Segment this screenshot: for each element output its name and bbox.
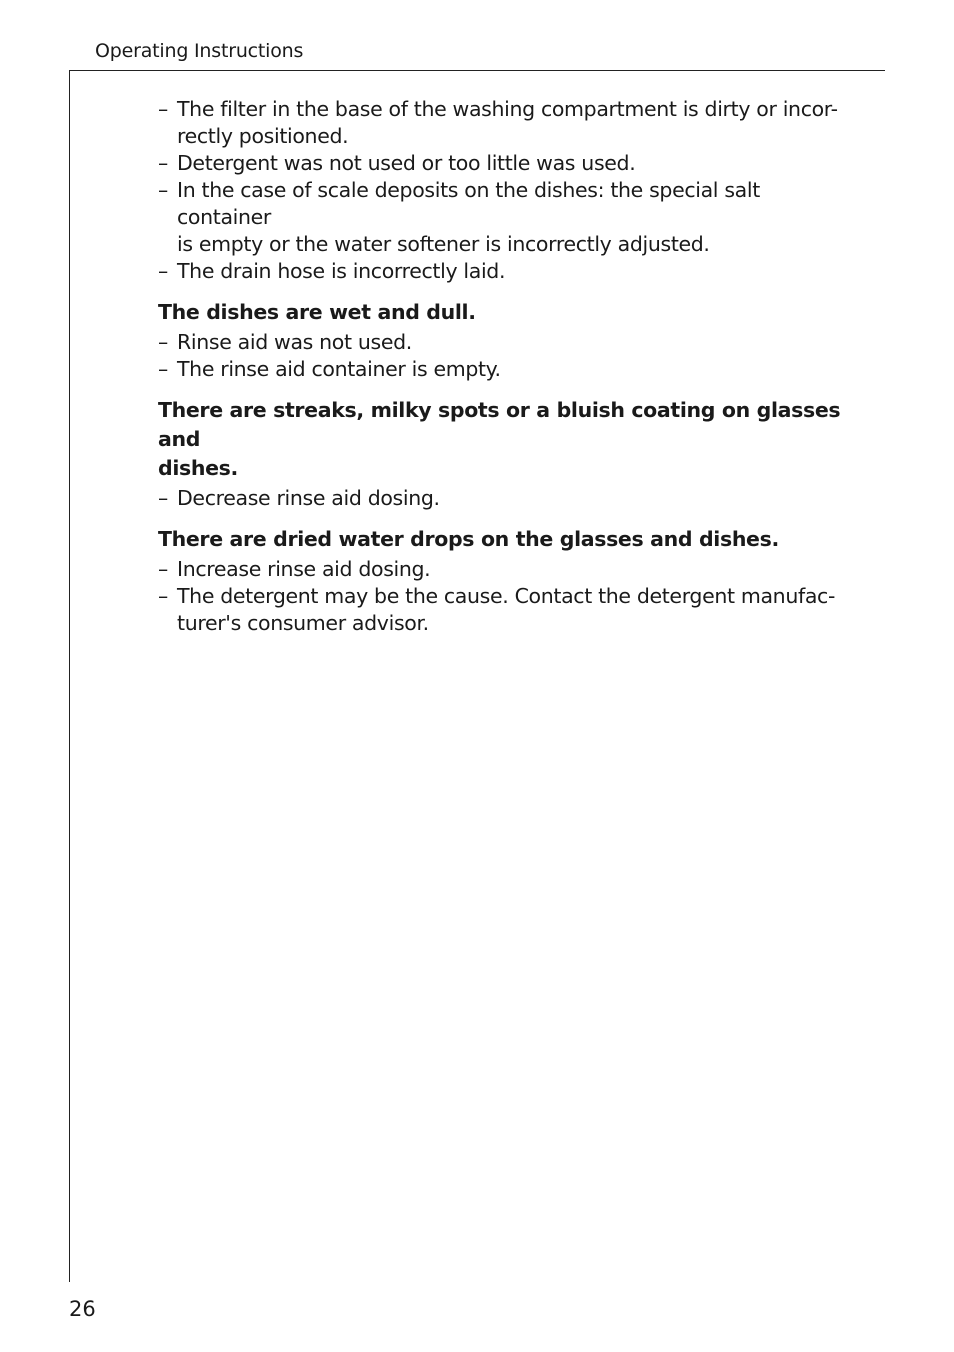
list-item (158, 556, 858, 583)
list-item-text: The filter in the base of the washing compartment is dirty or incor- rectly positioned. (177, 97, 838, 148)
list-item-text: The detergent may be the cause. Contact the detergent manufac- turer's consumer advisor. (177, 584, 836, 635)
dash-bullet: – (158, 330, 168, 354)
list-item (158, 150, 858, 177)
dash-bullet: – (158, 178, 168, 202)
section-heading: There are dried water drops on the glasses and dishes. (158, 527, 779, 551)
list-item (158, 583, 858, 637)
list-item-text: Increase rinse aid dosing. (177, 557, 431, 581)
list-item-text: The drain hose is incorrectly laid. (177, 259, 506, 283)
section-wet-dull (158, 298, 858, 383)
list-item (158, 177, 858, 258)
list-item (158, 356, 858, 383)
list-item-text: In the case of scale deposits on the dishes: the special salt container is empty or the water softener is incorrectly adjusted. (177, 178, 760, 256)
page-number: 26 (69, 1297, 96, 1321)
dash-bullet: – (158, 584, 168, 608)
section-heading: There are streaks, milky spots or a bluish coating on glasses and dishes. (158, 398, 841, 480)
dash-bullet: – (158, 357, 168, 381)
list-item-text: Detergent was not used or too little was used. (177, 151, 636, 175)
list-item (158, 96, 858, 150)
dash-bullet: – (158, 151, 168, 175)
list-item-text: Rinse aid was not used. (177, 330, 412, 354)
dash-bullet: – (158, 486, 168, 510)
list-item (158, 329, 858, 356)
section-heading: The dishes are wet and dull. (158, 300, 476, 324)
margin-rule (69, 70, 70, 1282)
section-water-drops (158, 525, 858, 637)
list-item (158, 485, 858, 512)
dash-bullet: – (158, 97, 168, 121)
list-item (158, 258, 858, 285)
header-rule (69, 70, 885, 71)
list-item-text: The rinse aid container is empty. (177, 357, 501, 381)
page-header-title: Operating Instructions (95, 40, 304, 62)
list-item-text: Decrease rinse aid dosing. (177, 486, 440, 510)
troubleshooting-content (158, 96, 858, 637)
intro-list (158, 96, 858, 285)
dash-bullet: – (158, 557, 168, 581)
section-streaks (158, 396, 858, 512)
dash-bullet: – (158, 259, 168, 283)
